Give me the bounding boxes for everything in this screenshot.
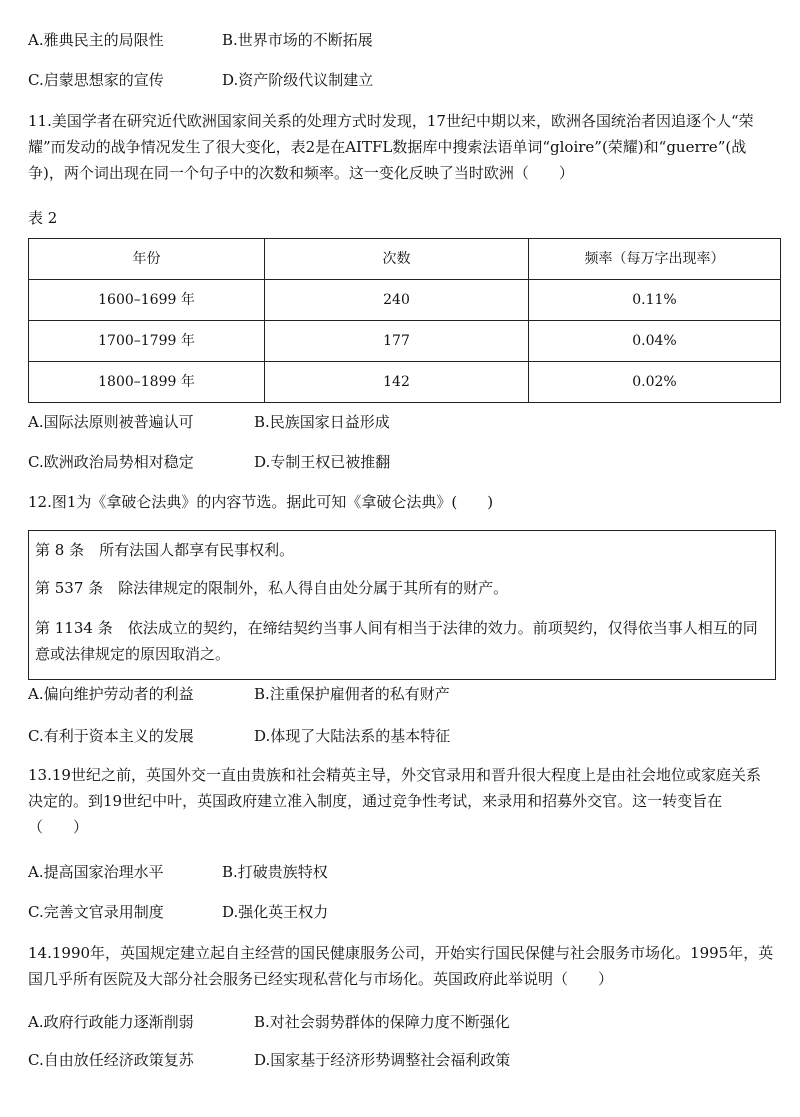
q13-option-d[interactable]: D.强化英王权力 xyxy=(222,903,329,921)
table-row xyxy=(29,280,781,321)
q11-option-b[interactable]: B.民族国家日益形成 xyxy=(254,413,390,431)
q14-stem: 14.1990年，英国规定建立起自主经营的国民健康服务公司，开始实行国民保健与社会服务市场化。1995年，英国几乎所有医院及大部分社会服务已经实现私营化与市场化。英国政府此举说明（ ） xyxy=(28,944,774,988)
q14-option-a[interactable]: A.政府行政能力逐渐削弱 xyxy=(28,1013,194,1031)
article-1134: 第 1134 条 依法成立的契约，在缔结契约当事人间有相当于法律的效力。前项契约，仅得依当事人相互的同意或法律规定的原因取消之。 xyxy=(35,619,758,663)
table-caption: 表 2 xyxy=(28,209,58,227)
q14-option-c[interactable]: C.自由放任经济政策复苏 xyxy=(28,1051,194,1069)
q11-option-c[interactable]: C.欧洲政治局势相对稳定 xyxy=(28,453,194,471)
cell-year: 1800–1899 年 xyxy=(29,362,265,403)
code-excerpt-box xyxy=(28,530,776,680)
q13-option-b[interactable]: B.打破贵族特权 xyxy=(222,863,328,881)
cell-count: 142 xyxy=(265,362,529,403)
q11-option-d[interactable]: D.专制王权已被推翻 xyxy=(254,453,391,471)
table-row xyxy=(29,362,781,403)
q11-option-a[interactable]: A.国际法原则被普遍认可 xyxy=(28,413,194,431)
header-frequency: 频率（每万字出现率） xyxy=(529,239,781,280)
q13-option-a[interactable]: A.提高国家治理水平 xyxy=(28,863,164,881)
q13-stem: 13.19世纪之前，英国外交一直由贵族和社会精英主导，外交官录用和晋升很大程度上是由社会地位或家庭关系决定的。到19世纪中叶，英国政府建立准入制度，通过竞争性考试，来录用和招募外交官。这一转变旨在（ ） xyxy=(28,766,761,836)
data-table xyxy=(28,238,781,403)
article-537: 第 537 条 除法律规定的限制外，私人得自由处分属于其所有的财产。 xyxy=(35,579,509,597)
cell-count: 177 xyxy=(265,321,529,362)
q14-option-b[interactable]: B.对社会弱势群体的保障力度不断强化 xyxy=(254,1013,510,1031)
cell-year: 1700–1799 年 xyxy=(29,321,265,362)
header-count: 次数 xyxy=(265,239,529,280)
q12-option-d[interactable]: D.体现了大陆法系的基本特征 xyxy=(254,727,451,745)
q14-option-d[interactable]: D.国家基于经济形势调整社会福利政策 xyxy=(254,1051,511,1069)
article-8: 第 8 条 所有法国人都享有民事权利。 xyxy=(35,541,295,559)
q12-stem: 12.图1为《拿破仑法典》的内容节选。据此可知《拿破仑法典》( ) xyxy=(28,493,494,511)
q12-option-c[interactable]: C.有利于资本主义的发展 xyxy=(28,727,194,745)
cell-frequency: 0.04% xyxy=(529,321,781,362)
q10-option-d[interactable]: D.资产阶级代议制建立 xyxy=(222,71,374,89)
q10-option-a[interactable]: A.雅典民主的局限性 xyxy=(28,31,164,49)
q12-option-b[interactable]: B.注重保护雇佣者的私有财产 xyxy=(254,685,450,703)
table-row xyxy=(29,321,781,362)
table-header-row xyxy=(29,239,781,280)
cell-frequency: 0.02% xyxy=(529,362,781,403)
q10-option-c[interactable]: C.启蒙思想家的宣传 xyxy=(28,71,164,89)
cell-year: 1600–1699 年 xyxy=(29,280,265,321)
header-year: 年份 xyxy=(29,239,265,280)
cell-count: 240 xyxy=(265,280,529,321)
q11-stem: 11.美国学者在研究近代欧洲国家间关系的处理方式时发现，17世纪中期以来，欧洲各国统治者因追逐个人“荣耀”而发动的战争情况发生了很大变化，表2是在AITFL数据库中搜索法语单词“gloire”(荣耀)和“guerre”(战争)，两个词出现在同一个句子中的次数和频率。这一变化反映了当时欧洲（ ） xyxy=(28,112,754,182)
cell-frequency: 0.11% xyxy=(529,280,781,321)
q10-option-b[interactable]: B.世界市场的不断拓展 xyxy=(222,31,373,49)
q13-option-c[interactable]: C.完善文官录用制度 xyxy=(28,903,164,921)
q12-option-a[interactable]: A.偏向维护劳动者的利益 xyxy=(28,685,194,703)
